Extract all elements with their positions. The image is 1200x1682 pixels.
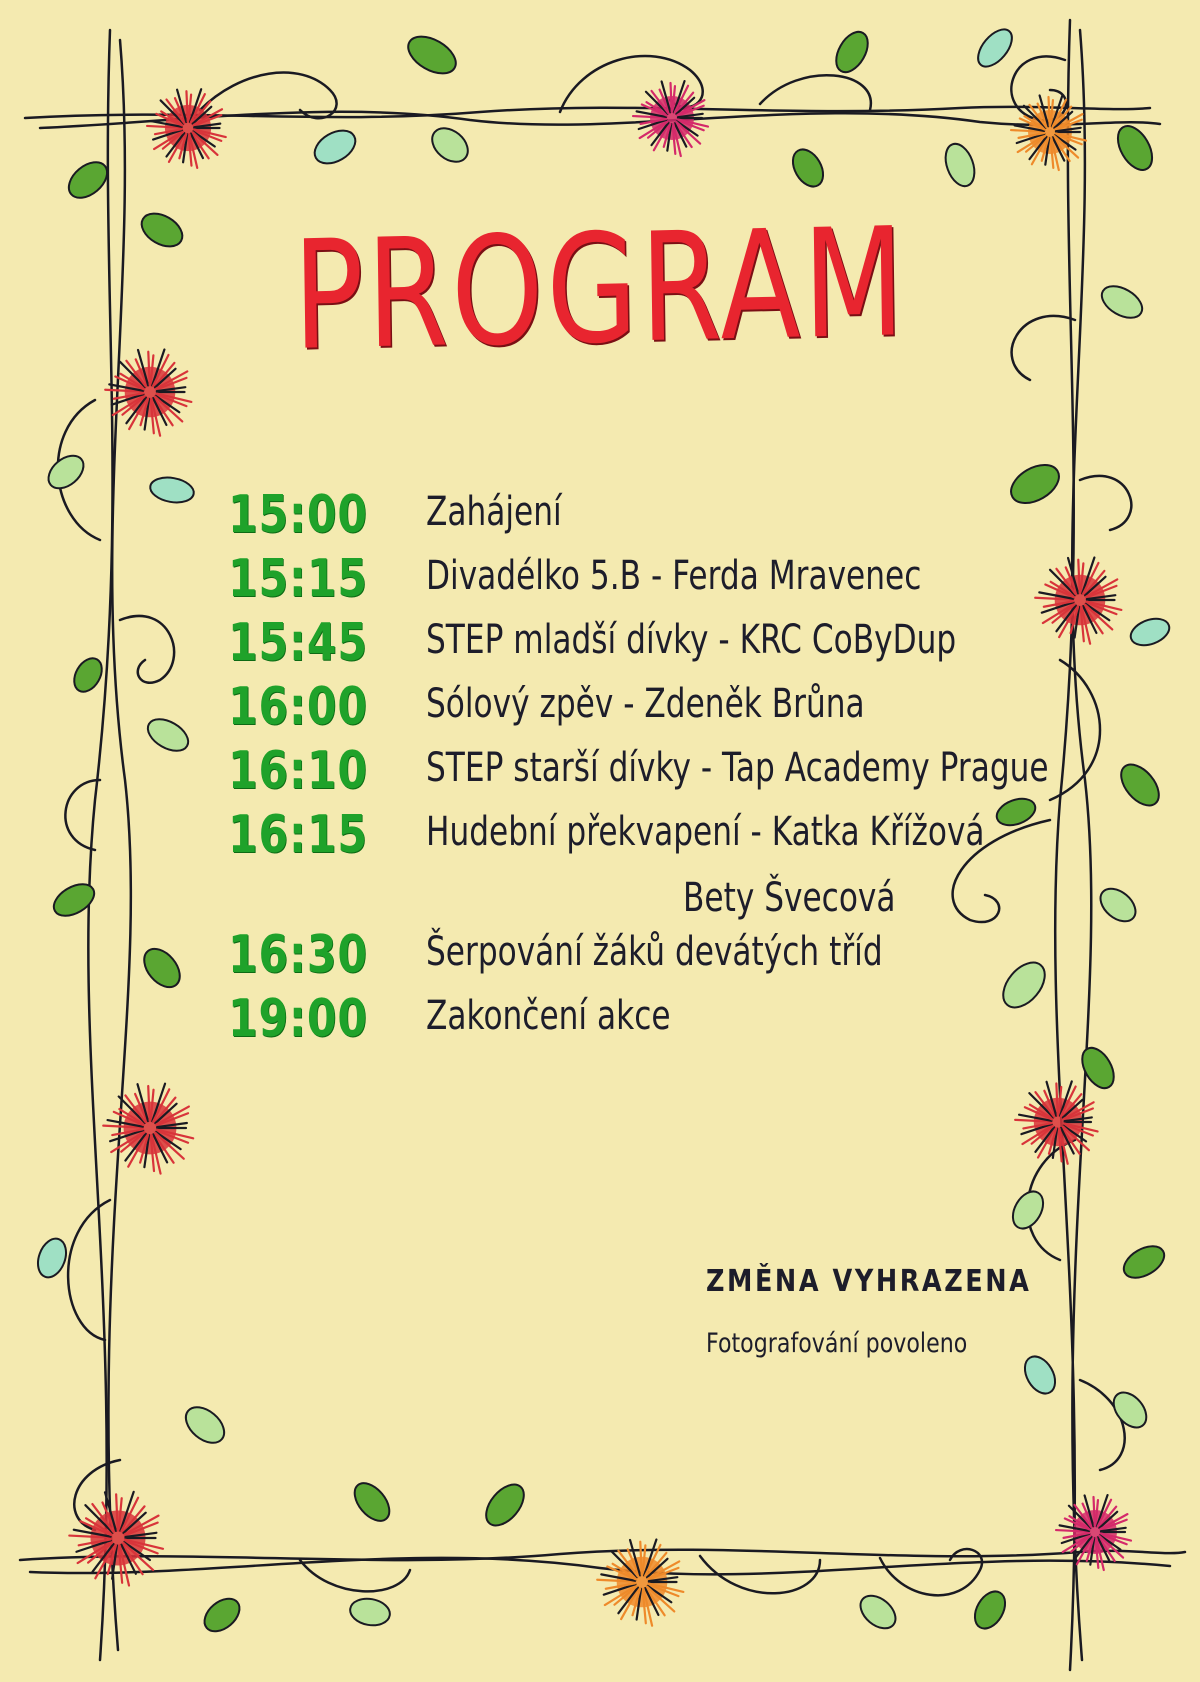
leaf-icon — [830, 26, 875, 77]
leaf-icon — [787, 144, 830, 192]
leaf-icon — [48, 878, 99, 923]
leaf-icon — [1118, 1240, 1169, 1285]
photo-note: Fotografování povoleno — [706, 1328, 968, 1359]
program-time: 15:00 — [228, 485, 368, 545]
vine-bottom — [20, 1550, 1185, 1560]
vine-right — [1080, 476, 1131, 530]
vine-left — [120, 616, 174, 683]
program-item — [228, 549, 1078, 613]
leaf-icon — [402, 29, 462, 81]
vine-left — [108, 40, 130, 1650]
vine-bottom — [300, 1560, 410, 1591]
page-title: PROGRAM — [292, 196, 909, 384]
program-event: Šerpování žáků devátých tříd — [426, 929, 883, 975]
program-event: Hudební překvapení - Katka Křížová — [426, 809, 985, 855]
leaf-icon — [348, 1477, 396, 1527]
leaf-icon — [309, 124, 361, 170]
program-event: Divadélko 5.B - Ferda Mravenec — [426, 553, 922, 599]
leaf-icon — [1007, 1186, 1050, 1234]
leaf-icon — [62, 155, 114, 205]
leaf-icon — [940, 140, 979, 190]
leaf-icon — [426, 121, 475, 168]
flower-icon — [597, 1540, 683, 1626]
program-item — [228, 677, 1078, 741]
leaf-icon — [854, 1589, 901, 1635]
leaf-icon — [1019, 1351, 1062, 1399]
leaf-icon — [198, 1592, 245, 1638]
leaf-icon — [1107, 1386, 1153, 1433]
leaf-icon — [69, 653, 108, 696]
program-event: Zakončení akce — [426, 993, 671, 1039]
leaf-icon — [972, 23, 1019, 72]
program-event-continued: Bety Švecová — [683, 875, 896, 921]
program-item — [228, 989, 1078, 1053]
program-event: Zahájení — [426, 489, 562, 535]
program-item — [228, 741, 1078, 805]
vine-bottom — [30, 1558, 1170, 1574]
flower-icon — [1056, 1495, 1131, 1570]
program-item — [228, 485, 1078, 549]
leaf-icon — [969, 1586, 1012, 1634]
leaf-icon — [33, 1235, 71, 1281]
leaf-icon — [142, 713, 193, 758]
program-item — [228, 925, 1078, 989]
leaf-icon — [479, 1478, 531, 1533]
leaf-icon — [1096, 280, 1147, 325]
leaf-icon — [179, 1400, 231, 1450]
program-event: STEP starší dívky - Tap Academy Prague — [426, 745, 1049, 791]
program-item — [228, 805, 1078, 925]
leaf-icon — [1127, 614, 1173, 650]
leaf-icon — [148, 474, 195, 505]
program-time: 16:10 — [228, 741, 368, 801]
program-time: 16:15 — [228, 805, 368, 865]
leaf-icon — [1094, 882, 1141, 928]
leaf-icon — [42, 449, 89, 495]
program-time: 15:15 — [228, 549, 368, 609]
leaf-icon — [1076, 1042, 1121, 1093]
flower-icon — [633, 81, 708, 156]
program-time: 19:00 — [228, 989, 368, 1049]
program-list — [228, 485, 1078, 1053]
change-notice: ZMĚNA VYHRAZENA — [706, 1264, 1032, 1299]
program-time: 15:45 — [228, 613, 368, 673]
program-time: 16:30 — [228, 925, 368, 985]
program-time: 16:00 — [228, 677, 368, 737]
flower-icon — [147, 89, 226, 168]
vine-top — [760, 75, 871, 110]
leaf-icon — [1114, 758, 1166, 813]
leaf-icon — [348, 1596, 392, 1629]
program-item — [228, 613, 1078, 677]
program-event: Sólový zpěv - Zdeněk Brůna — [426, 681, 865, 727]
leaf-icon — [137, 942, 187, 994]
program-event: STEP mladší dívky - KRC CoByDup — [426, 617, 957, 663]
leaf-icon — [1111, 120, 1159, 176]
